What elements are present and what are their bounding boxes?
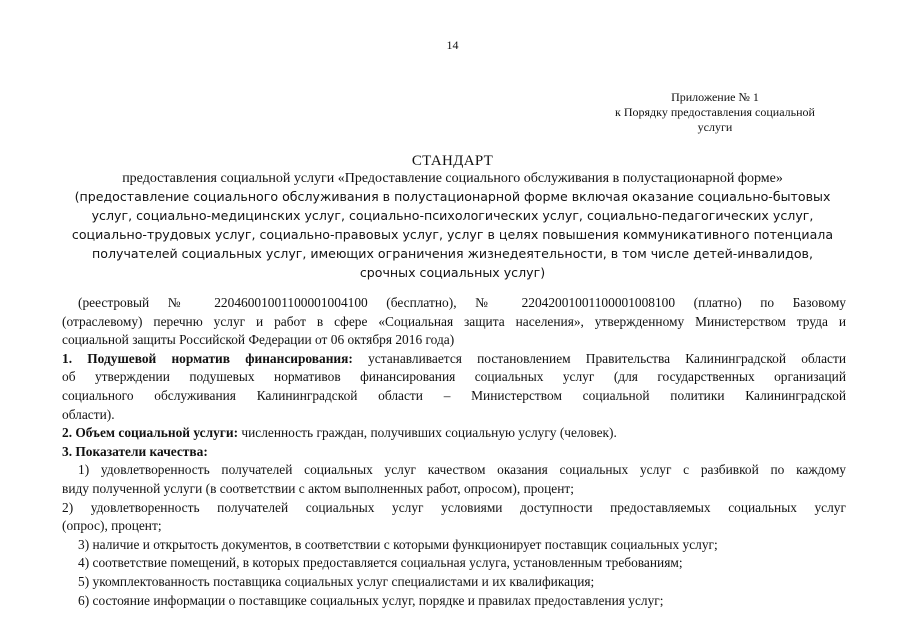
section-financing-line-2: об утверждении подушевых нормативов финансирования социальных услуг (для государственных организаций (62, 369, 846, 385)
document-title: СТАНДАРТ (411, 153, 494, 169)
subtitle-line-2: (предоставление социального обслуживания в полустационарной форме включая оказание социально-бытовых (74, 189, 831, 204)
quality-item-4: 4) соответствие помещений, в которых предоставляется социальная услуга, установленным требованиям; (78, 555, 683, 571)
quality-item-6: 6) состояние информации о поставщике социальных услуг, порядке и правилах предоставления услуг; (78, 592, 664, 608)
quality-item-1-line-1: 1) удовлетворенность получателей социальных услуг качеством оказания социальных услуг с разбивкой по каждому (78, 462, 846, 478)
document-subtitle (0, 170, 905, 282)
section-financing-line-1 (62, 350, 846, 369)
section-volume-heading: 2. Объем социальной услуги: (62, 425, 239, 441)
quality-item (62, 499, 846, 536)
registry-paragraph (62, 294, 846, 350)
registry-line-1: (реестровый № 22046001001100001004100 (бесплатно), № 22042001001100001008100 (платно) по Базовому (78, 295, 846, 310)
section-quality-heading: 3. Показатели качества: (62, 443, 208, 459)
appendix-line-2: к Порядку предоставления социальной (615, 105, 815, 119)
section-financing-heading: 1. Подушевой норматив финансирования: (62, 350, 353, 366)
subtitle-line-4: социально-трудовых услуг, социально-правовых услуг, услуг в целях повышения коммуникативного потенциала (71, 227, 834, 242)
subtitle-line-6: срочных социальных услуг) (359, 265, 546, 280)
section-financing (62, 350, 846, 424)
section-quality (62, 443, 846, 610)
quality-item-5: 5) укомплектованность поставщика социальных услуг специалистами и их квалификация; (78, 573, 595, 589)
section-financing-line-4: области). (62, 406, 115, 422)
subtitle-line-3: услуг, социально-медицинских услуг, социально-психологических услуг, социально-педагогических услуг, (91, 208, 814, 223)
section-financing-line-3: социального обслуживания Калининградской области – Министерством социальной политики Калининградской (62, 387, 846, 403)
registry-line-3: социальной защиты Российской Федерации от 06 октября 2016 года) (62, 332, 455, 348)
page-number: 14 (446, 38, 459, 52)
registry-line-2: (отраслевому) перечню услуг и работ в сфере «Социальная защита населения», утвержденному Министерством труда и (62, 313, 846, 329)
quality-item-2-line-2: (опрос), процент; (62, 518, 162, 534)
appendix-line-1: Приложение № 1 (671, 90, 759, 104)
section-financing-text: устанавливается постановлением Правительства Калининградской области (352, 350, 846, 366)
quality-item-1-line-2: виду полученной услуги (в соответствии с актом выполненных работ, опросом), процент; (62, 480, 574, 496)
section-volume-text: численность граждан, получивших социальную услугу (человек). (238, 425, 617, 441)
document-body (62, 294, 846, 610)
subtitle-line-1: предоставления социальной услуги «Предоставление социального обслуживания в полустационарной форме» (122, 171, 783, 186)
quality-item-2-line-1: 2) удовлетворенность получателей социальных услуг условиями доступности предоставляемых социальных услуг (62, 499, 846, 515)
appendix-line-3: услуги (697, 120, 733, 134)
appendix-note (590, 90, 840, 135)
quality-item (62, 461, 846, 498)
section-volume (62, 424, 846, 443)
subtitle-line-5: получателей социальных услуг, имеющих ограничения жизнедеятельности, в том числе детей-инвалидов, (92, 246, 813, 261)
quality-item-3: 3) наличие и открытость документов, в соответствии с которыми функционирует поставщик социальных услуг; (78, 536, 718, 552)
